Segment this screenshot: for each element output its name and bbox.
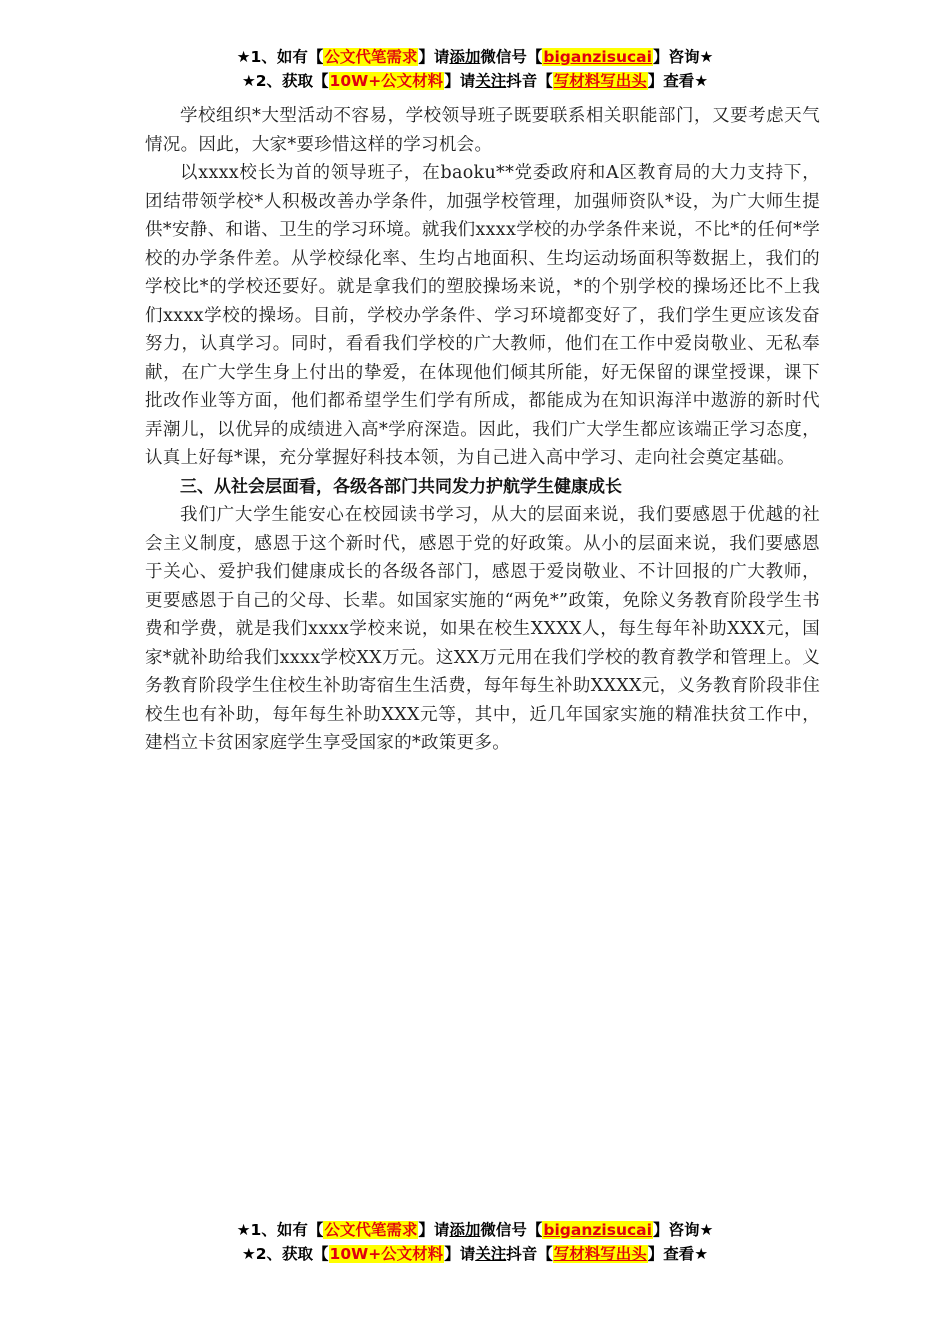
banner-text: ★1、如有【 <box>236 1221 324 1239</box>
highlight-materials: 10W+公文材料 <box>329 1245 444 1263</box>
banner-text: 】查看★ <box>647 1245 709 1263</box>
underlined-add: 添加 <box>449 48 481 66</box>
highlight-service: 公文代笔需求 <box>324 48 418 66</box>
underlined-follow: 关注 <box>475 72 507 90</box>
document-body <box>145 102 820 758</box>
banner-text: 微信号【 <box>480 1221 543 1239</box>
banner-text: 】请 <box>418 1221 450 1239</box>
section-heading-3: 三、从社会层面看，各级各部门共同发力护航学生健康成长 <box>180 476 622 497</box>
banner-line-2 <box>0 1242 950 1266</box>
header-banner <box>0 45 950 93</box>
banner-text: 微信号【 <box>480 48 543 66</box>
highlight-materials: 10W+公文材料 <box>329 72 444 90</box>
banner-text: 】请 <box>444 72 476 90</box>
banner-line-1 <box>0 1218 950 1242</box>
banner-text: 】查看★ <box>647 72 709 90</box>
banner-text: 】咨询★ <box>652 48 714 66</box>
douyin-id: 写材料写出头 <box>553 1245 647 1263</box>
banner-text: 抖音【 <box>506 1245 553 1263</box>
underlined-follow: 关注 <box>475 1245 507 1263</box>
banner-text: ★2、获取【 <box>241 1245 329 1263</box>
douyin-id: 写材料写出头 <box>553 72 647 90</box>
banner-text: 】咨询★ <box>652 1221 714 1239</box>
banner-text: ★2、获取【 <box>241 72 329 90</box>
banner-text: ★1、如有【 <box>236 48 324 66</box>
paragraph-1: 学校组织*大型活动不容易，学校领导班子既要联系相关职能部门，又要考虑天气情况。因此，大家*要珍惜这样的学习机会。 <box>145 106 820 155</box>
banner-line-1 <box>0 45 950 69</box>
underlined-add: 添加 <box>449 1221 481 1239</box>
banner-text: 抖音【 <box>506 72 553 90</box>
footer-banner <box>0 1218 950 1266</box>
paragraph-3: 我们广大学生能安心在校园读书学习，从大的层面来说，我们要感恩于优越的社会主义制度，感恩于这个新时代，感恩于党的好政策。从小的层面来说，我们要感恩于关心、爱护我们健康成长的各级各部门，感恩于爱岗敬业、不计回报的广大教师，更要感恩于自己的父母、长辈。如国家实施的“两免*”政策，免除义务教育阶段学生书费和学费，就是我们xxxx学校来说，如果在校生XXXX人，每生每年补助XXX元，国家*就补助给我们xxxx学校XX万元。这XX万元用在我们学校的教育教学和管理上。义务教育阶段学生住校生补助寄宿生生活费，每年每生补助XXXX元，义务教育阶段非住校生也有补助，每年每生补助XXX元等，其中，近几年国家实施的精准扶贫工作中，建档立卡贫困家庭学生享受国家的*政策更多。 <box>145 505 820 753</box>
banner-line-2 <box>0 69 950 93</box>
banner-text: 】请 <box>444 1245 476 1263</box>
highlight-service: 公文代笔需求 <box>324 1221 418 1239</box>
wechat-id: biganzisucai <box>543 48 652 66</box>
wechat-id: biganzisucai <box>543 1221 652 1239</box>
paragraph-2: 以xxxx校长为首的领导班子，在baoku**党委政府和A区教育局的大力支持下，团结带领学校*人积极改善办学条件，加强学校管理，加强师资队*设，为广大师生提供*安静、和谐、卫生的学习环境。就我们xxxx学校的办学条件来说，不比*的任何*学校的办学条件差。从学校绿化率、生均占地面积、生均运动场面积等数据上，我们的学校比*的学校还要好。就是拿我们的塑胶操场来说，*的个别学校的操场还比不上我们xxxx学校的操场。目前，学校办学条件、学习环境都变好了，我们学生更应该发奋努力，认真学习。同时，看看我们学校的广大教师，他们在工作中爱岗敬业、无私奉献，在广大学生身上付出的挚爱，在体现他们倾其所能，好无保留的课堂授课，课下批改作业等方面，他们都希望学生们学有所成，都能成为在知识海洋中遨游的新时代弄潮儿，以优异的成绩进入高*学府深造。因此，我们广大学生都应该端正学习态度，认真上好每*课，充分掌握好科技本领，为自己进入高中学习、走向社会奠定基础。 <box>145 163 820 468</box>
banner-text: 】请 <box>418 48 450 66</box>
